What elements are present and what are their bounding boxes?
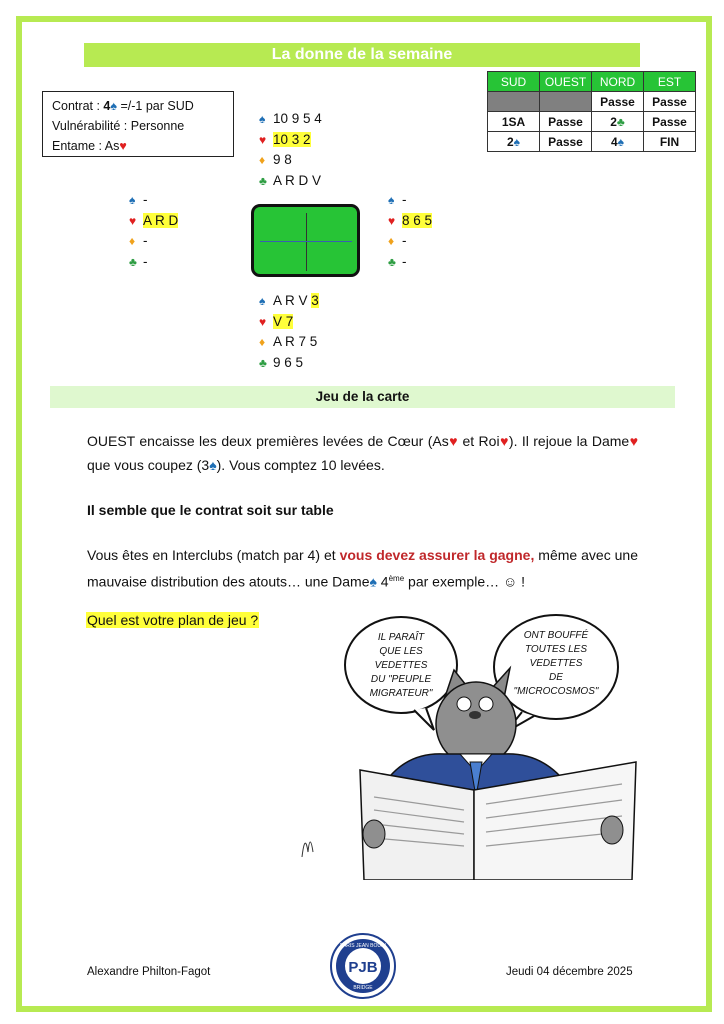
table-vertical-line (306, 213, 307, 271)
bold-statement: Il semble que le contrat soit sur table (87, 502, 334, 518)
bubble-left-line: MIGRATEUR" (369, 688, 433, 699)
club-logo (330, 933, 396, 999)
spade-icon: ♠ (259, 112, 266, 126)
west-hand (129, 190, 178, 272)
cat-eye-right (479, 697, 493, 711)
cat-hand-left (363, 820, 385, 848)
heart-icon: ♥ (259, 132, 267, 147)
bidding-cell (592, 132, 644, 152)
bidding-header: NORD (592, 72, 644, 92)
bidding-cell: Passe (592, 92, 644, 112)
south-spades: A R V (273, 293, 312, 308)
text-run: par exemple… ☺ ! (404, 573, 526, 590)
bidding-cell (540, 92, 592, 112)
table-horizontal-line (260, 241, 352, 242)
superscript: ème (388, 574, 405, 583)
club-icon: ♣ (129, 254, 137, 269)
club-icon: ♣ (616, 114, 625, 129)
bidding-cell: FIN (644, 132, 696, 152)
west-clubs: - (143, 253, 148, 269)
diamond-icon: ♦ (259, 153, 266, 167)
east-hand (388, 190, 432, 272)
page-title: La donne de la semaine (84, 43, 640, 67)
bubble-right-line: DE (549, 672, 563, 683)
bidding-header: OUEST (540, 72, 592, 92)
contract-box (42, 91, 234, 157)
club-icon: ♣ (259, 173, 267, 188)
lead-text: Entame : As (52, 139, 120, 153)
text-run: et Roi (458, 433, 500, 449)
bridge-table (251, 204, 360, 277)
north-clubs: A R D V (273, 172, 322, 188)
bidding-cell (592, 112, 644, 132)
artist-signature (302, 842, 313, 857)
bubble-left-line: QUE LES (379, 646, 423, 657)
south-hand (259, 291, 319, 373)
bidding-cell: Passe (540, 112, 592, 132)
cartoon-illustration (294, 612, 644, 880)
bid-text: 2 (610, 114, 617, 129)
cat-hand-right (601, 816, 623, 844)
spade-icon: ♠ (369, 573, 377, 590)
bid-text: 2 (506, 134, 514, 149)
emphasis-red: vous devez assurer la gagne, (339, 547, 535, 563)
diamond-icon: ♦ (259, 335, 266, 349)
bidding-cell (488, 92, 540, 112)
bubble-right-line: TOUTES LES (524, 644, 588, 655)
east-spades: - (402, 192, 407, 207)
bubble-right-line: VEDETTES (529, 658, 583, 669)
diamond-icon: ♦ (388, 234, 395, 248)
east-hearts: 8 6 5 (402, 212, 433, 228)
bubble-left-line: DU "PEUPLE (370, 674, 432, 685)
spade-icon: ♠ (617, 134, 625, 149)
cat-eye-left (457, 697, 471, 711)
logo-ring-top: PARIS JEAN BOUIN (339, 943, 387, 949)
north-spades: 10 9 5 4 (273, 111, 322, 126)
bidding-cell: Passe (644, 92, 696, 112)
bubble-right-line: "MICROCOSMOS" (513, 686, 599, 697)
diamond-icon: ♦ (129, 234, 136, 248)
bidding-cell (488, 132, 540, 152)
text-run: Vous êtes en Interclubs (match par 4) et (87, 547, 340, 563)
contract-level: 4 (103, 99, 111, 113)
west-spades: - (143, 192, 148, 207)
text-run: ). Il rejoue la Dame (508, 433, 630, 449)
west-diamonds: - (143, 233, 148, 248)
bidding-row (488, 112, 696, 132)
text-run: OUEST encaisse les deux premières levées de Cœur (As (87, 433, 449, 449)
south-diamonds: A R 7 5 (273, 334, 318, 349)
heart-icon: ♥ (129, 213, 137, 228)
text-run: 4 (376, 573, 389, 590)
heart-icon: ♥ (259, 314, 267, 329)
footer-author: Alexandre Philton-Fagot (87, 966, 211, 978)
bidding-header-row (488, 72, 696, 92)
heart-icon: ♥ (499, 433, 509, 449)
south-clubs: 9 6 5 (273, 354, 304, 370)
bid-text: 4 (610, 134, 618, 149)
bubble-tail-left (414, 708, 434, 730)
contract-line (52, 96, 233, 116)
east-diamonds: - (402, 233, 407, 248)
lead-line (52, 136, 233, 156)
bidding-cell: Passe (540, 132, 592, 152)
bidding-table (487, 71, 696, 152)
paragraph-claim (87, 498, 638, 522)
spade-icon: ♠ (513, 134, 521, 149)
spade-icon: ♠ (209, 457, 217, 473)
bidding-row (488, 132, 696, 152)
text-run: ). Vous comptez 10 levées. (216, 457, 385, 473)
spade-icon: ♠ (388, 193, 395, 207)
cat-nose (469, 711, 481, 719)
heart-icon: ♥ (119, 139, 127, 153)
heart-icon: ♥ (388, 213, 396, 228)
logo-ring-bottom: BRIDGE (353, 985, 373, 991)
paragraph-play (87, 429, 638, 477)
spade-icon: ♠ (129, 193, 136, 207)
vulnerability-line: Vulnérabilité : Personne (52, 119, 185, 133)
spade-icon: ♠ (110, 99, 118, 113)
bubble-left-line: VEDETTES (374, 660, 428, 671)
paragraph-interclubs (87, 543, 638, 594)
bidding-cell: 1SA (488, 112, 540, 132)
bidding-header: SUD (488, 72, 540, 92)
heart-icon: ♥ (629, 433, 639, 449)
club-icon: ♣ (259, 355, 267, 370)
south-spade-trump: 3 (311, 293, 319, 308)
heart-icon: ♥ (448, 433, 459, 449)
bidding-row (488, 92, 696, 112)
club-icon: ♣ (388, 254, 396, 269)
section-title: Jeu de la carte (50, 386, 675, 408)
contract-prefix: Contrat : (52, 99, 104, 113)
north-diamonds: 9 8 (273, 152, 292, 167)
bubble-left-line: IL PARAÎT (377, 632, 425, 643)
logo-initials: PJB (348, 959, 378, 976)
text-run: que vous coupez (3 (87, 457, 210, 473)
bidding-header: EST (644, 72, 696, 92)
east-clubs: - (402, 253, 407, 269)
south-hearts: V 7 (273, 313, 294, 329)
west-hearts: A R D (143, 212, 179, 228)
spade-icon: ♠ (259, 294, 266, 308)
footer-date: Jeudi 04 décembre 2025 (506, 966, 633, 978)
bubble-right-line: ONT BOUFFÉ (523, 630, 589, 641)
bidding-cell: Passe (644, 112, 696, 132)
north-hearts: 10 3 2 (273, 131, 311, 147)
contract-suffix: =/-1 par SUD (117, 99, 194, 113)
question-highlight: Quel est votre plan de jeu ? (87, 612, 259, 628)
north-hand (259, 109, 322, 191)
text-run: même avec une mauvaise distribution des atouts… une Dame (87, 547, 639, 590)
